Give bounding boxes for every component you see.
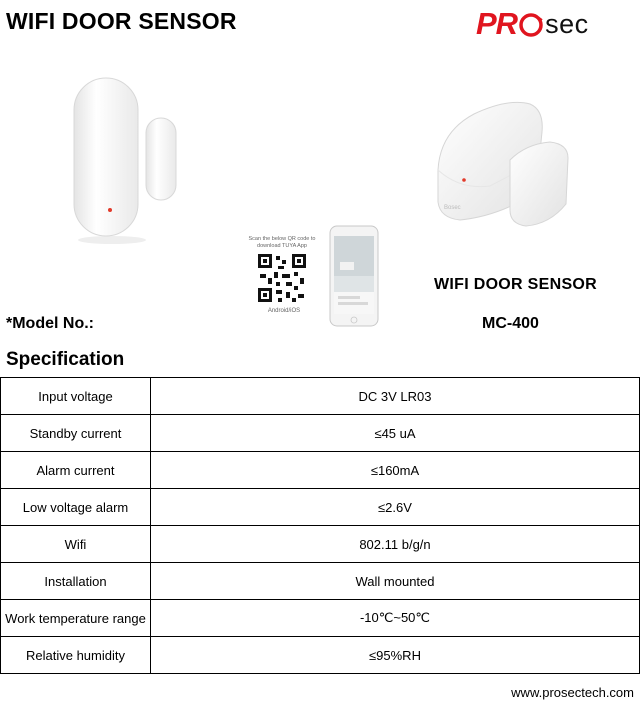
spec-row bbox=[1, 637, 640, 674]
spec-value: -10℃~50℃ bbox=[151, 600, 640, 637]
spec-row bbox=[1, 489, 640, 526]
sensor-front-image bbox=[62, 72, 192, 247]
spec-row bbox=[1, 526, 640, 563]
qr-code-icon bbox=[258, 254, 306, 302]
prosec-logo bbox=[476, 4, 589, 44]
os-label: Android/iOS bbox=[267, 308, 301, 314]
product-name: WIFI DOOR SENSOR bbox=[434, 276, 598, 293]
footer-url: www.prosectech.com bbox=[511, 685, 634, 700]
spec-heading: Specification bbox=[6, 349, 125, 370]
spec-value: 802.11 b/g/n bbox=[151, 526, 640, 563]
spec-value: Wall mounted bbox=[151, 563, 640, 600]
logo-pr-text: PR bbox=[476, 6, 518, 41]
spec-value: ≤2.6V bbox=[151, 489, 640, 526]
phone-icon bbox=[330, 226, 378, 326]
spec-key: Wifi bbox=[1, 526, 151, 563]
spec-key: Low voltage alarm bbox=[1, 489, 151, 526]
spec-key: Work temperature range bbox=[1, 600, 151, 637]
spec-key: Alarm current bbox=[1, 452, 151, 489]
spec-row bbox=[1, 415, 640, 452]
spec-value: ≤45 uA bbox=[151, 415, 640, 452]
svg-text:Bosec: Bosec bbox=[444, 205, 461, 211]
spec-value: ≤95%RH bbox=[151, 637, 640, 674]
spec-value: DC 3V LR03 bbox=[151, 378, 640, 415]
logo-ring-icon bbox=[518, 11, 544, 37]
spec-key: Standby current bbox=[1, 415, 151, 452]
model-label: *Model No.: bbox=[6, 315, 94, 332]
spec-table bbox=[0, 377, 640, 674]
spec-row bbox=[1, 563, 640, 600]
spec-value: ≤160mA bbox=[151, 452, 640, 489]
model-value: MC-400 bbox=[482, 315, 539, 332]
spec-row bbox=[1, 600, 640, 637]
sensor-angled-image bbox=[430, 92, 580, 232]
spec-key: Input voltage bbox=[1, 378, 151, 415]
logo-sec-text: sec bbox=[545, 8, 589, 39]
spec-row bbox=[1, 378, 640, 415]
qr-caption: Scan the below QR code to download TUYA App bbox=[248, 236, 316, 249]
page-title: WIFI DOOR SENSOR bbox=[6, 8, 237, 34]
spec-key: Relative humidity bbox=[1, 637, 151, 674]
spec-key: Installation bbox=[1, 563, 151, 600]
spec-row bbox=[1, 452, 640, 489]
